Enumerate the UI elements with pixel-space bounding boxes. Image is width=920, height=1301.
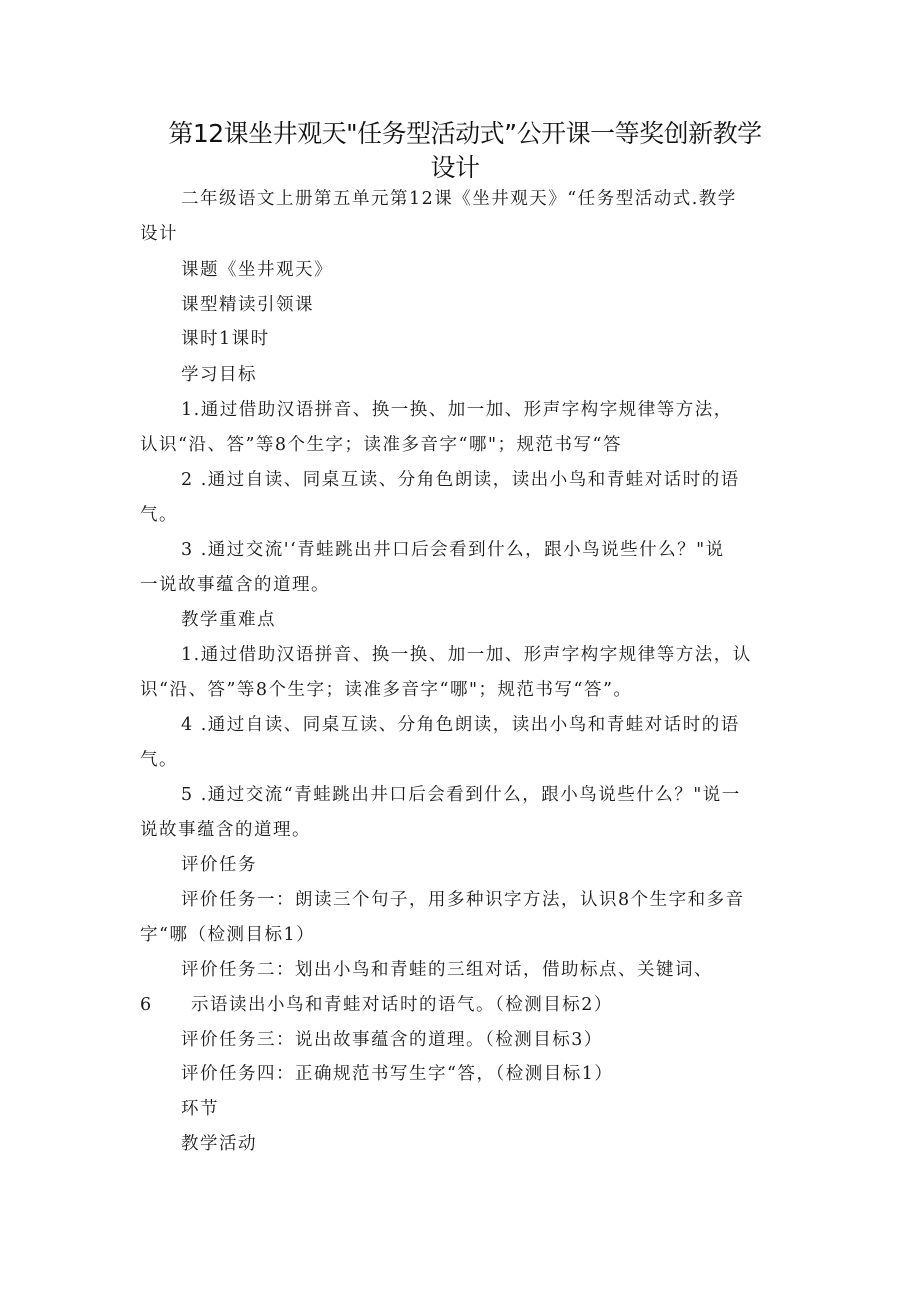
- key-point-4-line-1: 4 .通过自读、同桌互读、分角色朗读，读出小鸟和青蛙对话时的语: [181, 715, 740, 735]
- evaluation-task-1-line-2: 字“哪（检测目标1）: [140, 925, 316, 945]
- section-heading-objectives: 学习目标: [181, 365, 257, 385]
- document-title-line-1: 第12课坐井观天"任务型活动式”公开课一等奖创新教学: [168, 119, 762, 148]
- evaluation-task-4: 评价任务四：正确规范书写生字“答，（检测目标1）: [181, 1064, 614, 1084]
- evaluation-task-3: 评价任务三：说出故事蕴含的道理。（检测目标3）: [181, 1030, 603, 1050]
- evaluation-task-2-line-2: 示语读出小鸟和青蛙对话时的语气。（检测目标2）: [191, 995, 613, 1015]
- key-point-5-line-1: 5 .通过交流“青蛙跳出井口后会看到什么，跟小鸟说些什么？"说一: [181, 785, 741, 805]
- objective-2-line-1: 2 .通过自读、同桌互读、分角色朗读，读出小鸟和青蛙对话时的语: [181, 470, 740, 490]
- section-heading-stage: 环节: [181, 1099, 219, 1119]
- key-point-1-line-1: 1.通过借助汉语拼音、换一换、加一加、形声字构字规律等方法，认: [181, 645, 752, 665]
- objective-2-line-2: 气。: [140, 505, 178, 525]
- section-heading-evaluation: 评价任务: [181, 855, 257, 875]
- objective-3-line-1: 3 .通过交流'‘青蛙跳出井口后会看到什么，跟小鸟说些什么？"说: [181, 540, 725, 560]
- section-heading-key-points: 教学重难点: [181, 610, 276, 630]
- lesson-topic: 课题《坐井观天》: [181, 260, 333, 280]
- subtitle-line-2: 设计: [140, 224, 178, 244]
- subtitle-line-1: 二年级语文上册第五单元第12课《坐井观天》“任务型活动式.教学: [181, 189, 737, 209]
- lesson-hours: 课时1课时: [181, 329, 270, 349]
- evaluation-task-2-line-1: 评价任务二：划出小鸟和青蛙的三组对话，借助标点、关键词、: [181, 960, 713, 980]
- objective-1-line-1: 1.通过借助汉语拼音、换一换、加一加、形声字构字规律等方法，: [181, 400, 733, 420]
- evaluation-task-1-line-1: 评价任务一：朗读三个句子，用多种识字方法，认识8个生字和多音: [181, 890, 745, 910]
- page-number-fragment: 6: [140, 995, 152, 1015]
- key-point-4-line-2: 气。: [140, 750, 178, 770]
- section-heading-teaching-activities: 教学活动: [181, 1134, 257, 1154]
- lesson-type: 课型精读引领课: [181, 295, 314, 315]
- key-point-5-line-2: 说故事蕴含的道理。: [140, 820, 311, 840]
- objective-1-line-2: 认识“沿、答”等8个生字；读准多音字“哪"；规范书写“答: [140, 435, 622, 455]
- objective-3-line-2: 一说故事蕴含的道理。: [140, 575, 330, 595]
- document-title-line-2: 设计: [430, 153, 480, 182]
- key-point-1-line-2: 识“沿、答”等8个生字；读准多音字“哪"；规范书写“答”。: [140, 680, 633, 700]
